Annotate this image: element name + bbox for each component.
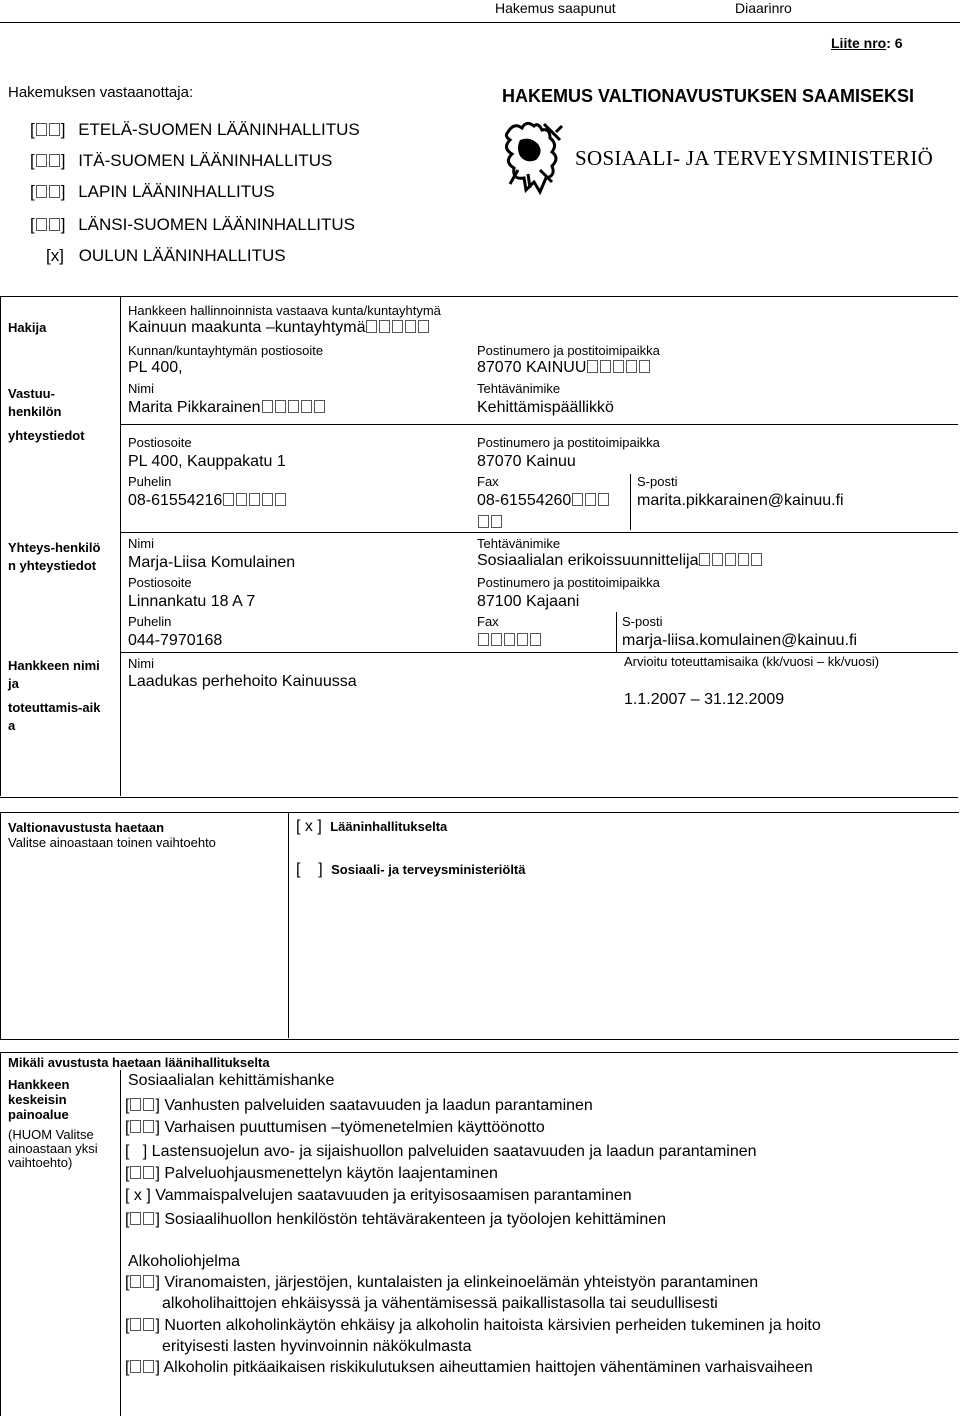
recipient-option[interactable]: [ ] ETELÄ-SUOMEN LÄÄNINHALLITUS	[30, 120, 360, 139]
responsible-phone-value[interactable]: 08-61554216	[128, 492, 287, 510]
received-label: Hakemus saapunut	[495, 0, 616, 16]
contact-name-value[interactable]: Marja-Liisa Komulainen	[128, 554, 296, 571]
responsible-postal-label: Postinumero ja postitoimipaikka	[477, 435, 660, 450]
row-divider	[120, 424, 958, 425]
focus-side-label: painoalue	[8, 1107, 69, 1122]
focus-top-rule	[0, 1052, 958, 1053]
contact-postal-label: Postinumero ja postitoimipaikka	[477, 575, 660, 590]
responsible-fax-label: Fax	[477, 474, 499, 489]
group-title-alcohol: Alkoholiohjelma	[128, 1253, 241, 1270]
focus-side-note: ainoastaan yksi	[8, 1141, 98, 1156]
contact-phone-label: Puhelin	[128, 614, 172, 629]
grant-divider	[288, 812, 289, 1038]
responsible-name-label: Nimi	[128, 381, 154, 396]
contact-email-label: S-posti	[622, 614, 663, 629]
responsible-title-value[interactable]: Kehittämispäällikkö	[477, 399, 614, 416]
table-left-border	[0, 296, 1, 796]
attachment-number: Liite nro: 6	[831, 35, 903, 51]
contact-title-value[interactable]: Sosiaalialan erikoissuunnittelija	[477, 552, 763, 570]
side-label-project: Hankkeen nimi	[8, 658, 100, 673]
header-rule	[0, 22, 960, 23]
postal-value[interactable]: 87070 KAINUU	[477, 359, 651, 377]
postal-label: Postinumero ja postitoimipaikka	[477, 343, 660, 358]
focus-divider	[120, 1070, 121, 1416]
focus-option[interactable]: [ ] Alkoholin pitkäaikaisen riskikulutuksen aiheuttamien haittojen vähentäminen varhaisvaiheen	[125, 1359, 813, 1376]
diary-label: Diaarinro	[735, 0, 792, 16]
focus-option[interactable]: [ ] Varhaisen puuttumisen –työmenetelmien käyttöönotto	[125, 1119, 545, 1136]
contact-fax-label: Fax	[477, 614, 499, 629]
contact-title-label: Tehtävänimike	[477, 536, 561, 551]
grant-option-stm[interactable]: [ ] Sosiaali- ja terveysministeriöltä	[296, 861, 526, 878]
org-value[interactable]: Kainuun maakunta –kuntayhtymä	[128, 319, 430, 337]
ministry-logo-text: SOSIAALI- JA TERVEYSMINISTERIÖ	[575, 146, 934, 170]
recipient-option[interactable]: [ ] ITÄ-SUOMEN LÄÄNINHALLITUS	[30, 151, 333, 170]
table-divider	[120, 296, 121, 796]
focus-side-note: vaihtoehto)	[8, 1155, 73, 1170]
focus-left-border	[0, 1052, 1, 1416]
focus-option[interactable]: [ ] Sosiaalihuollon henkilöstön tehtävärakenteen ja työolojen kehittäminen	[125, 1211, 667, 1228]
group-title-social: Sosiaalialan kehittämishanke	[128, 1072, 335, 1089]
responsible-name-value[interactable]: Marita Pikkarainen	[128, 399, 326, 417]
responsible-email-value[interactable]: marita.pikkarainen@kainuu.fi	[637, 492, 844, 509]
contact-name-label: Nimi	[128, 536, 154, 551]
recipient-label: Hakemuksen vastaanottaja:	[8, 84, 194, 101]
side-label-project: a	[8, 718, 16, 733]
project-period-value[interactable]: 1.1.2007 – 31.12.2009	[624, 691, 785, 708]
recipient-option[interactable]: [x] OULUN LÄÄNINHALLITUS	[46, 246, 286, 265]
focus-option[interactable]: [ ] Nuorten alkoholinkäytön ehkäisy ja alkoholin haitoista kärsivien perheiden tukeminen ja hoito	[125, 1317, 821, 1334]
side-label-project: toteuttamis-aik	[8, 700, 101, 715]
project-name-label: Nimi	[128, 656, 154, 671]
address-value[interactable]: PL 400,	[128, 359, 183, 376]
side-label-responsible: yhteystiedot	[8, 428, 85, 443]
recipient-option[interactable]: [ ] LAPIN LÄÄNINHALLITUS	[30, 182, 275, 201]
side-label-project: ja	[8, 676, 19, 691]
contact-postal-value[interactable]: 87100 Kajaani	[477, 593, 580, 610]
side-label-contact: n yhteystiedot	[8, 558, 97, 573]
recipient-option[interactable]: [ ] LÄNSI-SUOMEN LÄÄNINHALLITUS	[30, 215, 355, 234]
focus-option-selected[interactable]: [ x ] Vammaispalvelujen saatavuuden ja erityisosaamisen parantaminen	[125, 1187, 632, 1204]
responsible-address-value[interactable]: PL 400, Kauppakatu 1	[128, 453, 286, 470]
side-label-applicant: Hakija	[8, 320, 47, 335]
focus-header: Mikäli avustusta haetaan läänihallitukselta	[8, 1055, 270, 1070]
focus-option-cont: erityisesti lasten hyvinvoinnin näkökulmasta	[162, 1338, 472, 1355]
row-divider	[120, 652, 958, 653]
contact-phone-value[interactable]: 044-7970168	[128, 632, 223, 649]
project-period-label: Arvioitu toteuttamisaika (kk/vuosi – kk/vuosi)	[624, 654, 880, 669]
address-label: Kunnan/kuntayhtymän postiosoite	[128, 343, 324, 358]
focus-option[interactable]: [ ] Lastensuojelun avo- ja sijaishuollon palveluiden saatavuuden ja laadun parantaminen	[125, 1143, 757, 1160]
side-label-contact: Yhteys-henkilö	[8, 540, 101, 555]
focus-option[interactable]: [ ] Palveluohjausmenettelyn käytön laajentaminen	[125, 1165, 498, 1182]
focus-side-label: keskeisin	[8, 1092, 67, 1107]
grant-sub-label: Valitse ainoastaan toinen vaihtoehto	[8, 835, 216, 850]
responsible-postal-value[interactable]: 87070 Kainuu	[477, 453, 576, 470]
cell-divider	[630, 474, 631, 530]
contact-address-value[interactable]: Linnankatu 18 A 7	[128, 593, 256, 610]
org-label: Hankkeen hallinnoinnista vastaava kunta/kuntayhtymä	[128, 303, 441, 318]
fax-overflow-glyphs	[477, 514, 503, 532]
contact-address-label: Postiosoite	[128, 575, 192, 590]
focus-option[interactable]: [ ] Vanhusten palveluiden saatavuuden ja laadun parantaminen	[125, 1097, 593, 1114]
contact-fax-value[interactable]	[477, 632, 542, 650]
project-name-value[interactable]: Laadukas perhehoito Kainuussa	[128, 673, 357, 690]
side-label-responsible: henkilön	[8, 404, 62, 419]
focus-side-label: Hankkeen	[8, 1077, 70, 1092]
focus-side-note: (HUOM Valitse	[8, 1127, 94, 1142]
responsible-fax-value[interactable]: 08-61554260	[477, 492, 610, 510]
responsible-address-label: Postiosoite	[128, 435, 192, 450]
page-title: HAKEMUS VALTIONAVUSTUKSEN SAAMISEKSI	[502, 86, 915, 106]
responsible-phone-label: Puhelin	[128, 474, 172, 489]
grant-option-lh[interactable]: [ x ] Lääninhallitukselta	[296, 818, 448, 835]
contact-email-value[interactable]: marja-liisa.komulainen@kainuu.fi	[622, 632, 858, 649]
focus-option-cont: alkoholihaittojen ehkäisyssä ja vähentämisessä paikallistasolla tai seudullisesti	[162, 1295, 718, 1312]
side-label-responsible: Vastuu-	[8, 386, 55, 401]
cell-divider	[616, 612, 617, 652]
row-divider	[120, 532, 958, 533]
lion-crest-icon	[500, 118, 570, 196]
grant-label: Valtionavustusta haetaan	[8, 820, 165, 835]
responsible-email-label: S-posti	[637, 474, 678, 489]
responsible-title-label: Tehtävänimike	[477, 381, 561, 396]
focus-option[interactable]: [ ] Viranomaisten, järjestöjen, kuntalaisten ja elinkeinoelämän yhteistyön parantaminen	[125, 1274, 759, 1291]
